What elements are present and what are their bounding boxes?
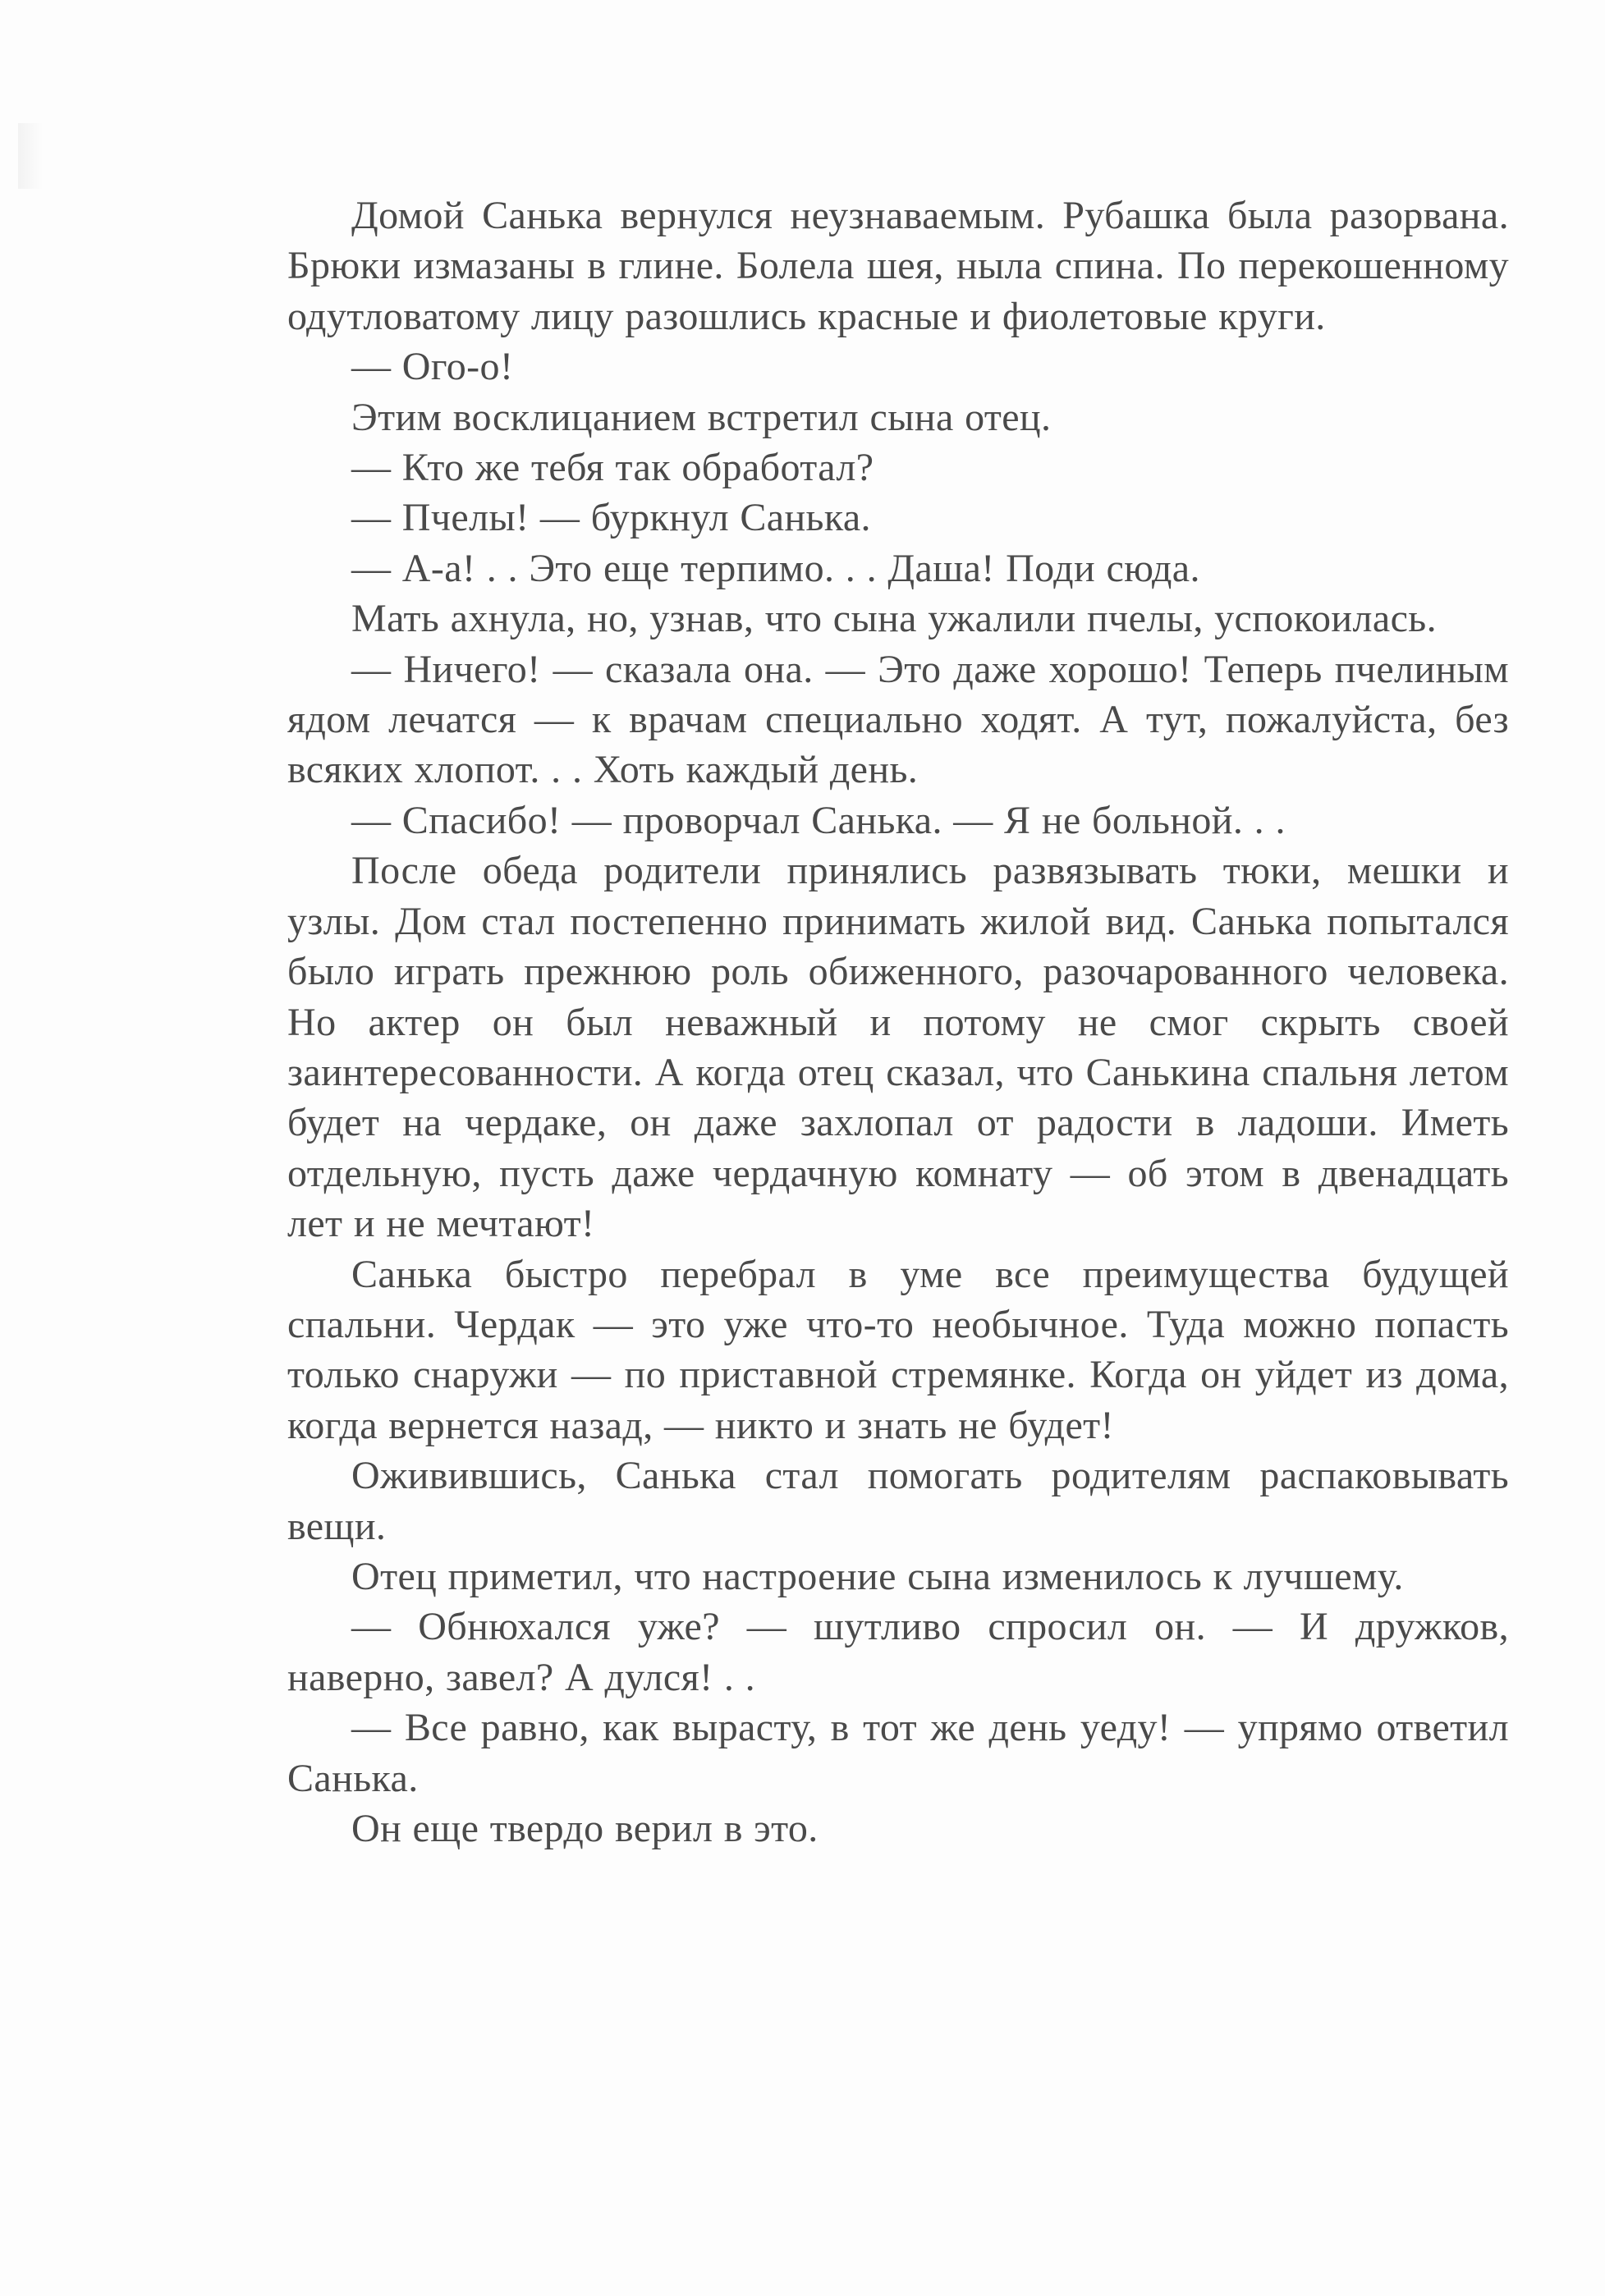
paragraph-16: Он еще твердо верил в это.: [351, 1807, 819, 1850]
paragraph-9: — Спасибо! — проворчал Санька. — Я не больной. . .: [351, 798, 1286, 842]
scan-edge-shadow: [18, 123, 43, 189]
paragraph-15: — Все равно, как вырасту, в тот же день уеду! — упрямо ответил Санька.: [287, 1706, 1509, 1800]
paragraph-14: — Обнюхался уже? — шутливо спросил он. — И дружков, наверно, завел? А дулся! . .: [287, 1605, 1509, 1699]
paragraph-13: Отец приметил, что настроение сына изменилось к лучшему.: [351, 1554, 1404, 1598]
paragraph-3: Этим восклицанием встретил сына отец.: [351, 395, 1052, 439]
paragraph-11: Санька быстро перебрал в уме все преимущества будущей спальни. Чердак — это уже что-то необычное. Туда можно попасть только снаружи — по приставной стремянке. Когда он уйдет из дома, когда вернется назад, — никто и знать не будет!: [287, 1252, 1509, 1447]
paragraph-4: — Кто же тебя так обработал?: [351, 446, 874, 490]
paragraph-6: — А-а! . . Это еще терпимо. . . Даша! Поди сюда.: [351, 546, 1200, 590]
paragraph-7: Мать ахнула, но, узнав, что сына ужалили пчелы, успокоилась.: [351, 597, 1437, 641]
paragraph-1: Домой Санька вернулся неузнаваемым. Рубашка была разорвана. Брюки измазаны в глине. Болела шея, ныла спина. По перекошенному одутловатому лицу разошлись красные и фиолетовые круги.: [287, 194, 1509, 338]
page-text: [287, 190, 1509, 1854]
paragraph-5: — Пчелы! — буркнул Санька.: [351, 496, 871, 540]
paragraph-2: — Ого-о!: [351, 345, 514, 389]
paragraph-12: Оживившись, Санька стал помогать родителям распаковывать вещи.: [287, 1454, 1509, 1548]
paragraph-10: После обеда родители принялись развязывать тюки, мешки и узлы. Дом стал постепенно принимать жилой вид. Санька попытался было играть прежнюю роль обиженного, разочарованного человека. Но актер он был неважный и потому не смог скрыть своей заинтересованности. А когда отец сказал, что Санькина спальня летом будет на чердаке, он даже захлопал от радости в ладоши. Иметь отдельную, пусть даже чердачную комнату — об этом в двенадцать лет и не мечтают!: [287, 849, 1509, 1246]
paragraph-8: — Ничего! — сказала она. — Это даже хорошо! Теперь пчелиным ядом лечатся — к врачам специально ходят. А тут, пожалуйста, без всяких хлопот. . . Хоть каждый день.: [287, 647, 1509, 792]
